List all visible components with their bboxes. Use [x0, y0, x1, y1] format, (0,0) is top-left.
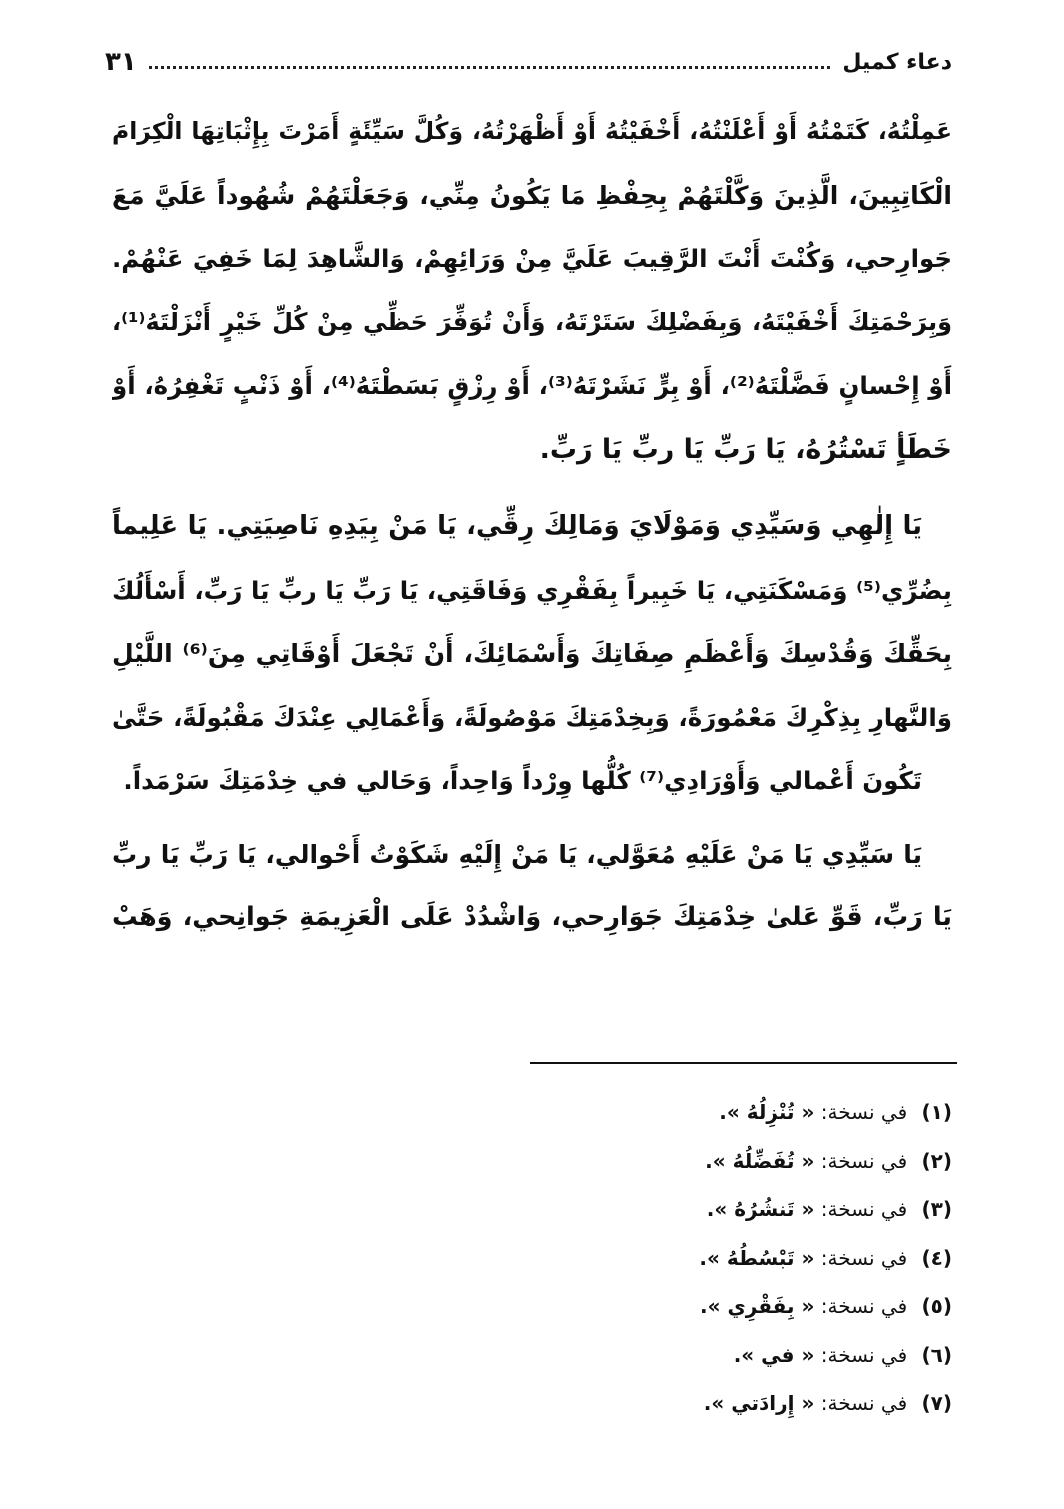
footnote-number: (٦) — [921, 1342, 952, 1367]
footnote-variant: « بِفَقْرِي ». — [699, 1294, 815, 1318]
text-line: يَا إِلٰهِي وَسَيِّدِي وَمَوْلَايَ وَمَالِكَ رِقِّي، يَا مَنْ بِيَدِهِ نَاصِيَتِي. يَا عَلِيماً — [112, 511, 922, 541]
text-line: بِحَقِّكَ وَقُدْسِكَ وَأَعْظَمِ صِفَاتِكَ وَأَسْمَائِكَ، أَنْ تَجْعَلَ أَوْقَاتِي مِنَ⁽⁶⁾ اللَّيْلِ — [112, 639, 952, 668]
footnote-prefix: في نسخة: — [820, 1197, 908, 1221]
footnote-variant: « في ». — [733, 1342, 815, 1367]
header-title: دعاء كميل — [842, 49, 952, 75]
footnote-number: (٢) — [921, 1148, 952, 1173]
footnote — [532, 1282, 952, 1331]
text-line: وَبِرَحْمَتِكَ أَخْفَيْتَهُ، وَبِفَضْلِكَ سَتَرْتَهُ، وَأَنْ تُوَفِّرَ حَظِّي مِنْ كُلِّ خَيْرٍ أَنْزَلْتَهُ⁽¹⁾، — [112, 307, 952, 336]
running-header — [105, 42, 952, 82]
text-line: جَوارِحي، وَكُنْتَ أَنْتَ الرَّقِيبَ عَلَيَّ مِنْ وَرَائِهِمْ، وَالشَّاهِدَ لِمَا خَفِيَ عَنْهُمْ. — [112, 244, 952, 273]
footnote-number: (٤) — [921, 1245, 952, 1270]
footnote — [532, 1088, 952, 1137]
footnote — [532, 1331, 952, 1380]
footnote-variant: « تَبْسُطُهُ ». — [699, 1245, 815, 1270]
footnote — [532, 1379, 952, 1428]
footnote-prefix: في نسخة: — [820, 1294, 908, 1318]
page-number: ٣١ — [105, 47, 137, 77]
text-line: عَمِلْتُهُ، كَتَمْتُهُ أَوْ أَعْلَنْتُهُ، أَخْفَيْتُهُ أَوْ أَظْهَرْتُهُ، وَكُلَّ سَيِّئَةٍ أَمَرْتَ بِإِثْبَاتِهَا الْكِرَامَ — [112, 117, 952, 145]
footnote-prefix: في نسخة: — [820, 1391, 908, 1415]
footnote — [532, 1185, 952, 1234]
footnote-separator — [530, 1062, 957, 1064]
paragraph-3 — [112, 823, 952, 950]
footnote — [532, 1234, 952, 1283]
footnotes — [532, 1088, 952, 1428]
footnote-variant: « تَنشُرُهُ ». — [706, 1197, 815, 1221]
footnote-number: (٣) — [921, 1197, 952, 1221]
paragraph-1 — [112, 100, 952, 481]
header-dot-leader — [149, 56, 831, 69]
text-line: يَا رَبِّ، قَوِّ عَلىٰ خِدْمَتِكَ جَوَارِحي، وَاشْدُدْ عَلَى الْعَزِيمَةِ جَوانِحي، وَهَبْ — [112, 902, 952, 932]
footnote-number: (١) — [921, 1100, 952, 1124]
text-line: يَا سَيِّدِي يَا مَنْ عَلَيْهِ مُعَوَّلي، يَا مَنْ إِلَيْهِ شَكَوْتُ أَحْوالي، يَا رَبِّ يَا ربِّ — [112, 839, 922, 869]
footnote-prefix: في نسخة: — [820, 1100, 908, 1124]
footnote-variant: « إِرادَتي ». — [703, 1391, 815, 1415]
footnote-number: (٧) — [921, 1391, 952, 1415]
footnote-variant: « تُفَضِّلُهُ ». — [705, 1148, 815, 1173]
footnote-prefix: في نسخة: — [820, 1148, 908, 1173]
text-line: الْكَاتِبِينَ، الَّذِينَ وَكَّلْتَهُمْ بِحِفْظِ مَا يَكُونُ مِنِّي، وَجَعَلْتَهُمْ شُهُوداً عَلَيَّ مَعَ — [112, 180, 952, 210]
footnote-number: (٥) — [921, 1294, 952, 1318]
footnote — [532, 1137, 952, 1186]
footnote-prefix: في نسخة: — [820, 1342, 908, 1367]
text-line: وَالنَّهارِ بِذِكْرِكَ مَعْمُورَةً، وَبِخِدْمَتِكَ مَوْصُولَةً، وَأَعْمَالِي عِنْدَكَ مَقْبُولَةً، حَتَّىٰ — [112, 702, 952, 732]
footnote-prefix: في نسخة: — [820, 1245, 908, 1270]
text-line: خَطَأٍ تَسْتُرُهُ، يَا رَبِّ يَا ربِّ يَا رَبِّ. — [539, 433, 952, 465]
paragraph-2 — [112, 495, 952, 813]
prayer-text — [112, 100, 952, 950]
footnote-variant: « تُنْزِلُهُ ». — [719, 1100, 815, 1124]
text-line: تَكُونَ أَعْمالي وَأَوْرَادِي⁽⁷⁾ كُلُّها وِرْداً وَاحِداً، وَحَالي في خِدْمَتِكَ سَرْمَداً. — [123, 766, 922, 795]
text-line: أَوْ إِحْسانٍ فَضَّلْتَهُ⁽²⁾، أَوْ بِرٍّ نَشَرْتَهُ⁽³⁾، أَوْ رِزْقٍ بَسَطْتَهُ⁽⁴⁾، أَوْ ذَنْبٍ تَغْفِرُهُ، أَوْ — [112, 371, 952, 400]
text-line: بِضُرِّي⁽⁵⁾ وَمَسْكَنَتِي، يَا خَبِيراً بِفَقْرِي وَفَاقَتِي، يَا رَبِّ يَا ربِّ يَا رَبِّ، أَسْأَلُكَ — [112, 575, 952, 605]
